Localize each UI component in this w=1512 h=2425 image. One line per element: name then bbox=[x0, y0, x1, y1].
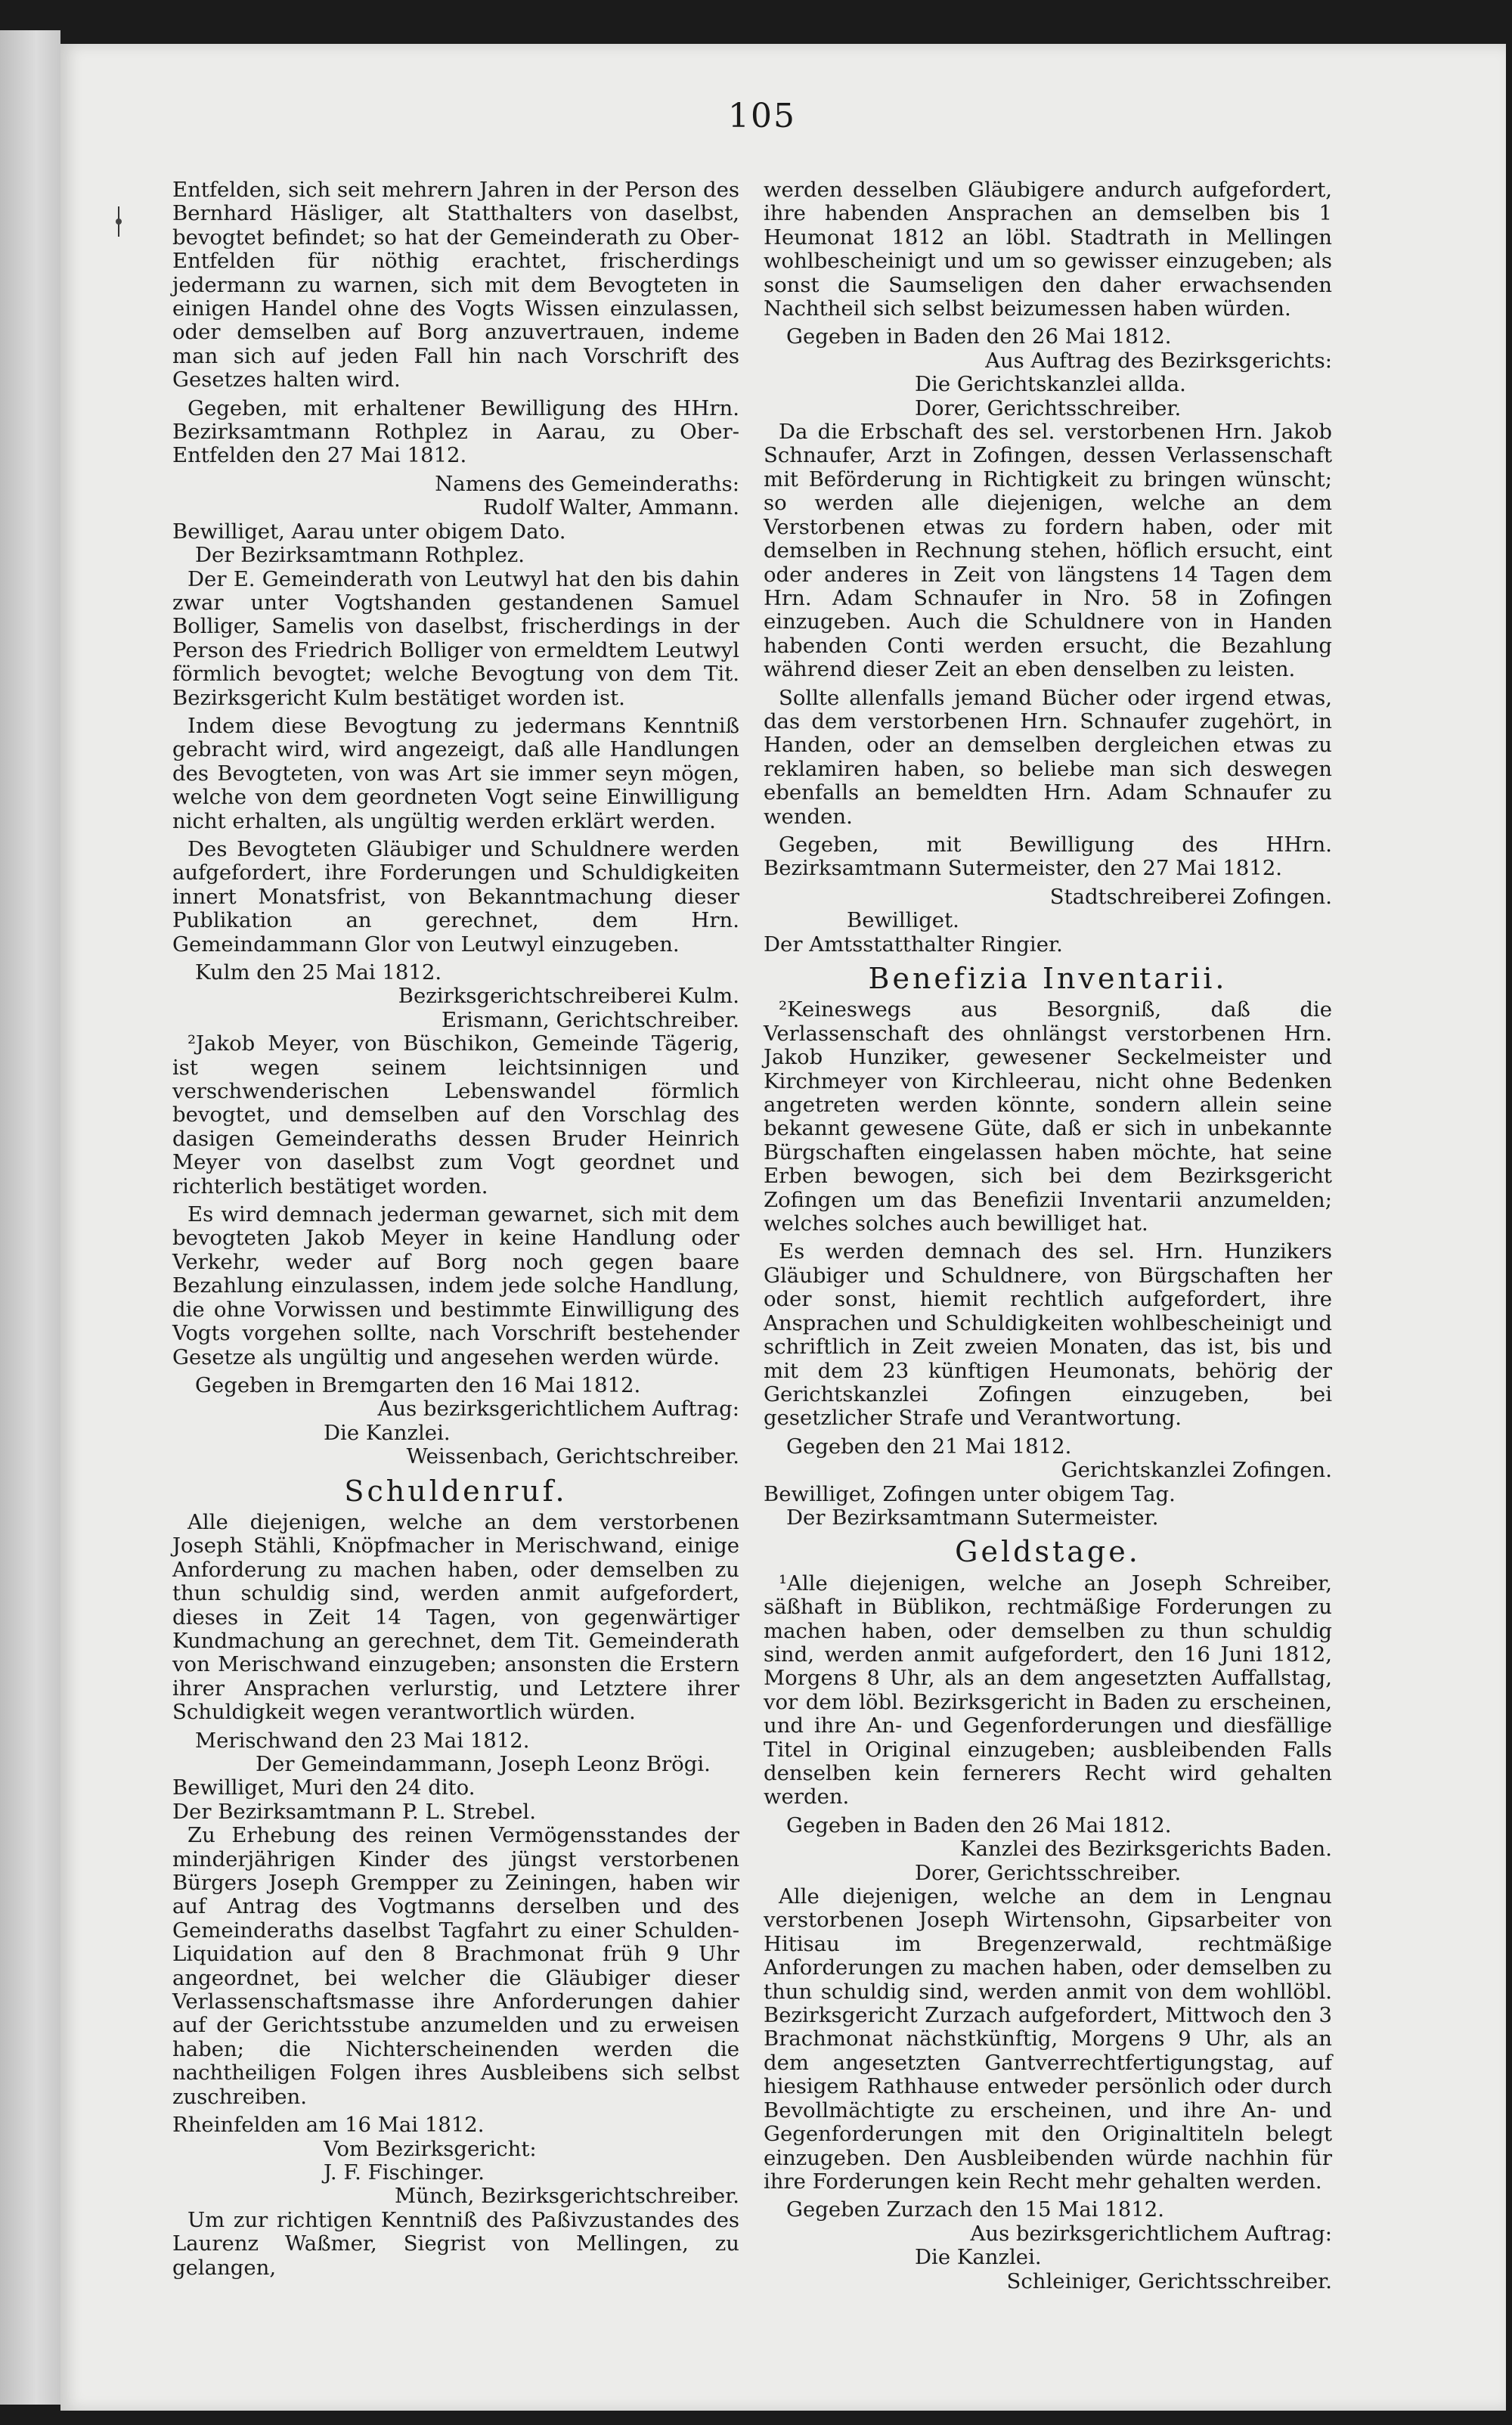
notice-paragraph: ²Jakob Meyer, von Büschikon, Gemeinde Tägerig, ist wegen seinem leichtsinnigen und verschwenderischen Lebenswandel förmlich bevogtet, und demselben auf den Vorschlag des dasigen Gemeinderaths dessen Bruder Heinrich Meyer von daselbst zum Vogt geordnet und richterlich bestätiget worden. bbox=[172, 1031, 739, 1199]
notice-line: Weissenbach, Gerichtschreiber. bbox=[406, 1444, 739, 1469]
left-column bbox=[172, 178, 739, 2284]
section-heading: Schuldenruf. bbox=[344, 1474, 568, 1508]
notice-paragraph: Indem diese Bevogtung zu jedermans Kenntniß gebracht wird, wird angezeigt, daß alle Handlungen des Bevogteten, von was Art sie immer seyn mögen, welche von dem geordneten Vogt seine Einwilligung nicht erhalten, als ungültig werden erklärt werden. bbox=[172, 713, 739, 833]
notice-paragraph: Der E. Gemeinderath von Leutwyl hat den bis dahin zwar unter Vogtshanden gestandenen Samuel Bolliger, Samelis von daselbst, frischerdings in der Person des Friedrich Bolliger von ermeldtem Leutwyl förmlich bevogtet; welche Bevogtung von dem Tit. Bezirksgericht Kulm bestätiget worden ist. bbox=[172, 566, 739, 710]
notice-line: Der Amtsstatthalter Ringier. bbox=[764, 932, 1063, 957]
notice-paragraph: Es werden demnach des sel. Hrn. Hunzikers Gläubiger und Schuldnere, von Bürgschaften her oder sonst, hiemit rechtlich aufgefordert, ihre Ansprachen und Schuldigkeiten wohlbescheinigt und schriftlich in Zeit zweien Monaten, das ist, bis und mit dem 23 künftigen Heumonats, behörig der Gerichtskanzlei Zofingen einzugeben, bei gesetzlicher Strafe und Verantwortung. bbox=[764, 1239, 1332, 1431]
notice-line: Gegeben Zurzach den 15 Mai 1812. bbox=[786, 2197, 1165, 2222]
notice-paragraph: Entfelden, sich seit mehrern Jahren in der Person des Bernhard Häsliger, alt Statthalters von daselbst, bevogtet befindet; so hat der Gemeinderath zu Ober-Entfelden für nöthig erachtet, frischerdings jedermann zu warnen, sich mit dem Bevogteten in einigen Handel ohne des Vogts Wissen einzulassen, oder demselben auf Borg anzuvertrauen, indeme man sich auf jeden Fall hin nach Vorschrift des Gesetzes halten wird. bbox=[172, 178, 739, 392]
notice-line: Vom Bezirksgericht: bbox=[324, 2136, 537, 2161]
section-heading: Benefizia Inventarii. bbox=[868, 962, 1228, 995]
notice-line: Die Kanzlei. bbox=[915, 2245, 1042, 2270]
notice-line: Erismann, Gerichtschreiber. bbox=[441, 1007, 739, 1032]
notice-line: Aus bezirksgerichtlichem Auftrag: bbox=[970, 2221, 1332, 2246]
notice-line: Stadtschreiberei Zofingen. bbox=[1049, 884, 1332, 909]
notice-line: Aus bezirksgerichtlichem Auftrag: bbox=[377, 1397, 739, 1422]
notice-line: Bewilliget, Muri den 24 dito. bbox=[172, 1775, 476, 1800]
notice-paragraph: Alle diejenigen, welche an dem in Lengnau verstorbenen Joseph Wirtensohn, Gipsarbeiter von Hitisau im Bregenzerwald, rechtmäßige Anforderungen zu machen haben, oder demselben zu thun schuldig sind, werden anmit von dem wohllöbl. Bezirksgericht Zurzach aufgefordert, Mittwoch den 3 Brachmonat nächstkünftig, Morgens 9 Uhr, als an dem angesetzten Gantverrechtfertigungstag, auf hiesigem Rathhause entweder persönlich oder durch Bevollmächtigte zu erscheinen, und ihre An- und Gegenforderungen mit den Originaltiteln belegt einzugeben. Den Ausbleibenden würde nachhin für ihre Forderungen kein Recht mehr gehalten werden. bbox=[764, 1884, 1332, 2194]
notice-paragraph: Alle diejenigen, welche an dem verstorbenen Joseph Stähli, Knöpfmacher in Merischwand, einige Anforderung zu machen haben, oder demselben zu thun schuldig sind, werden anmit aufgefordert, dieses in Zeit 14 Tagen, von gegenwärtiger Kundmachung an gerechnet, dem Tit. Gemeinderath von Merischwand einzugeben; ansonsten die Erstern ihrer Ansprachen verlurstig, und Letztere ihrer Schuldigkeit wegen verantwortlich würden. bbox=[172, 1509, 739, 1725]
previous-page-edge bbox=[0, 30, 60, 2405]
notice-line: Der Bezirksamtmann Rothplez. bbox=[195, 543, 525, 568]
notice-paragraph: ²Keineswegs aus Besorgniß, daß die Verlassenschaft des ohnlängst verstorbenen Hrn. Jakob Hunziker, gewesener Seckelmeister und Kirchmeyer von Kirchleerau, nicht ohne Bedenken angetreten werden könnte, sondern allein seine bekannt gewesene Güte, daß er sich in unbekannte Bürgschaften eingelassen haben möchte, hat seine Erben bewogen, sich bei dem Bezirksgericht Zofingen um das Benefizii Inventarii anzumelden; welches solches auch bewilliget hat. bbox=[764, 997, 1332, 1236]
pin-icon bbox=[107, 206, 130, 237]
notice-line: Bewilliget, Zofingen unter obigem Tag. bbox=[764, 1481, 1176, 1506]
notice-line: Kulm den 25 Mai 1812. bbox=[195, 960, 442, 985]
notice-line: Namens des Gemeinderaths: bbox=[435, 471, 739, 496]
page-number: 105 bbox=[728, 97, 796, 135]
notice-line: Gegeben in Baden den 26 Mai 1812. bbox=[786, 1813, 1172, 1837]
notice-line: Dorer, Gerichtsschreiber. bbox=[915, 395, 1182, 420]
section-heading: Geldstage. bbox=[955, 1535, 1141, 1569]
right-column bbox=[764, 178, 1332, 2293]
notice-line: Die Kanzlei. bbox=[324, 1420, 451, 1445]
notice-line: J. F. Fischinger. bbox=[324, 2160, 485, 2185]
notice-paragraph: Gegeben, mit Bewilligung des HHrn. Bezirksamtmann Sutermeister, den 27 Mai 1812. bbox=[764, 832, 1332, 881]
notice-line: Die Gerichtskanzlei allda. bbox=[915, 372, 1186, 397]
notice-line: Rheinfelden am 16 Mai 1812. bbox=[172, 2113, 485, 2138]
notice-line: Bezirksgerichtschreiberei Kulm. bbox=[398, 984, 739, 1009]
notice-paragraph: ¹Alle diejenigen, welche an Joseph Schreiber, säßhaft in Büblikon, rechtmäßige Forderungen zu machen haben, oder demselben zu thun schuldig sind, werden anmit aufgefordert, den 16 Juni 1812, Morgens 8 Uhr, als an dem angesetzten Auffallstag, vor dem löbl. Bezirksgericht in Baden zu erscheinen, und ihre An- und Gegenforderungen und diesfällige Titel in Original einzugeben; ausbleibenden Falls denselben kein fernerers Recht wird gehalten werden. bbox=[764, 1571, 1332, 1809]
notice-line: Gegeben in Baden den 26 Mai 1812. bbox=[786, 324, 1172, 349]
notice-paragraph: Da die Erbschaft des sel. verstorbenen Hrn. Jakob Schnaufer, Arzt in Zofingen, dessen Verlassenschaft mit Beförderung in Richtigkeit zu bringen wünscht; so werden alle diejenigen, welche an dem Verstorbenen etwas zu fordern haben, oder mit demselben in Rechnung stehen, höflich ersucht, eint oder anderes in Zeit von längstens 14 Tagen dem Hrn. Adam Schnaufer in Nro. 58 in Zofingen einzugeben. Auch die Schuldnere von in Handen habenden Conti werden ersucht, die Bezahlung während dieser Zeit an eben denselben zu leisten. bbox=[764, 420, 1332, 682]
notice-paragraph: Des Bevogteten Gläubiger und Schuldnere werden aufgefordert, ihre Forderungen und Schuldigkeiten innert Monatsfrist, von Bekanntmachung dieser Publikation an gerechnet, dem Hrn. Gemeindammann Glor von Leutwyl einzugeben. bbox=[172, 836, 739, 957]
notice-line: Bewilliget, Aarau unter obigem Dato. bbox=[172, 519, 566, 544]
notice-line: Bewilliget. bbox=[847, 908, 959, 933]
notice-line: Gegeben in Bremgarten den 16 Mai 1812. bbox=[195, 1372, 641, 1397]
notice-paragraph: Es wird demnach jederman gewarnet, sich mit dem bevogteten Jakob Meyer in keine Handlung oder Verkehr, weder auf Borg noch gegen baare Bezahlung einzulassen, indem jede solche Handlung, die ohne Vorwissen und bestimmte Einwilligung des Vogts vorgehen sollte, nach Vorschrift bestehender Gesetze als ungültig und angesehen werden würde. bbox=[172, 1202, 739, 1369]
notice-paragraph: werden desselben Gläubigere andurch aufgefordert, ihre habenden Ansprachen an demselben bis 1 Heumonat 1812 an löbl. Stadtrath in Mellingen wohlbescheinigt und um so gewisser einzugeben; als sonst die Saumseligen den daher erwachsenden Nachtheil sich selbst beizumessen haben würden. bbox=[764, 178, 1332, 321]
notice-line: Schleiniger, Gerichtsschreiber. bbox=[1006, 2268, 1332, 2293]
notice-line: Aus Auftrag des Bezirksgerichts: bbox=[985, 348, 1332, 373]
notice-line: Gegeben den 21 Mai 1812. bbox=[786, 1434, 1072, 1459]
notice-line: Der Bezirksamtmann Sutermeister. bbox=[786, 1505, 1159, 1530]
notice-line: Merischwand den 23 Mai 1812. bbox=[195, 1728, 530, 1753]
notice-paragraph: Um zur richtigen Kenntniß des Paßivzustandes des Laurenz Waßmer, Siegrist von Mellingen, zu gelangen, bbox=[172, 2207, 739, 2280]
notice-line: Dorer, Gerichtsschreiber. bbox=[915, 1860, 1182, 1885]
notice-line: Der Gemeindammann, Joseph Leonz Brögi. bbox=[256, 1752, 711, 1776]
notice-line: Rudolf Walter, Ammann. bbox=[483, 495, 739, 520]
notice-paragraph: Gegeben, mit erhaltener Bewilligung des HHrn. Bezirksamtmann Rothplez in Aarau, zu Ober-Entfelden den 27 Mai 1812. bbox=[172, 395, 739, 468]
notice-paragraph: Sollte allenfalls jemand Bücher oder irgend etwas, das dem verstorbenen Hrn. Schnaufer zugehört, in Handen, oder an demselben dergleichen etwas zu reklamiren haben, so beliebe man sich deswegen ebenfalls an bemeldten Hrn. Adam Schnaufer zu wenden. bbox=[764, 685, 1332, 829]
notice-line: Kanzlei des Bezirksgerichts Baden. bbox=[960, 1837, 1332, 1862]
notice-paragraph: Zu Erhebung des reinen Vermögensstandes der minderjährigen Kinder des jüngst verstorbenen Bürgers Joseph Grempper zu Zeiningen, haben wir auf Antrag des Vogtmanns derselben und des Gemeinderaths daselbst Tagfahrt zu einer Schulden-Liquidation auf den 8 Brachmonat früh 9 Uhr angeordnet, bei welcher die Gläubiger dieser Verlassenschaftsmasse ihre Anforderungen dahier auf der Gerichtsstube anzumelden und zu erweisen haben; die Nichterscheinenden werden die nachtheiligen Folgen ihres Ausbleibens sich selbst zuschreiben. bbox=[172, 1823, 739, 2109]
notice-line: Der Bezirksamtmann P. L. Strebel. bbox=[172, 1799, 536, 1824]
notice-line: Münch, Bezirksgerichtschreiber. bbox=[394, 2184, 739, 2209]
notice-line: Gerichtskanzlei Zofingen. bbox=[1061, 1458, 1332, 1483]
